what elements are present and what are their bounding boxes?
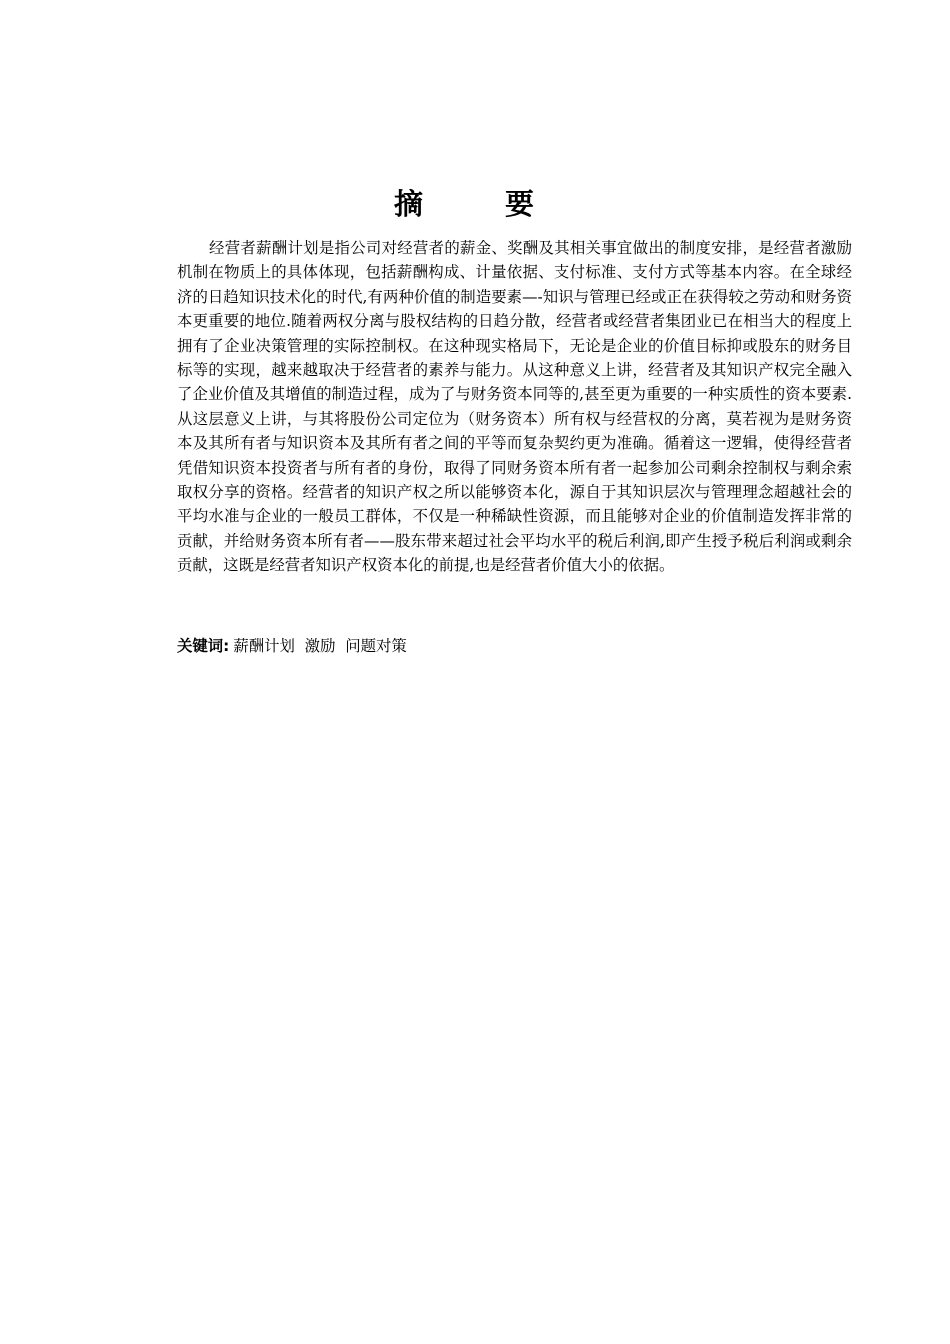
abstract-paragraph: 经营者薪酬计划是指公司对经营者的薪金、奖酬及其相关事宜做出的制度安排，是经营者激励机制在物质上的具体体现，包括薪酬构成、计量依据、支付标准、支付方式等基本内容。在全球经济的日趋知识技术化的时代,有两种价值的制造要素—-知识与管理已经或正在获得较之劳动和财务资本更重要的地位.随着两权分离与股权结构的日趋分散，经营者或经营者集团业已在相当大的程度上拥有了企业决策管理的实际控制权。在这种现实格局下，无论是企业的价值目标抑或股东的财务目标等的实现，越来越取决于经营者的素养与能力。从这种意义上讲，经营者及其知识产权完全融入了企业价值及其增值的制造过程，成为了与财务资本同等的,甚至更为重要的一种实质性的资本要素.从这层意义上讲，与其将股份公司定位为（财务资本）所有权与经营权的分离，莫若视为是财务资本及其所有者与知识资本及其所有者之间的平等而复杂契约更为准确。循着这一逻辑，使得经营者凭借知识资本投资者与所有者的身份，取得了同财务资本所有者一起参加公司剩余控制权与剩余索取权分享的资格。经营者的知识产权之所以能够资本化，源自于其知识层次与管理理念超越社会的平均水准与企业的一般员工群体，不仅是一种稀缺性资源，而且能够对企业的价值制造发挥非常的贡献，并给财务资本所有者——股东带来超过社会平均水平的税后利润,即产生授予税后利润或剩余贡献，这既是经营者知识产权资本化的前提,也是经营者价值大小的依据。 <box>177 239 852 575</box>
keywords-label: 关键词: <box>177 637 230 655</box>
keywords-value: 薪酬计划 激励 问题对策 <box>233 637 407 655</box>
keywords-line <box>177 634 852 658</box>
abstract-title: 摘要 <box>393 187 616 221</box>
